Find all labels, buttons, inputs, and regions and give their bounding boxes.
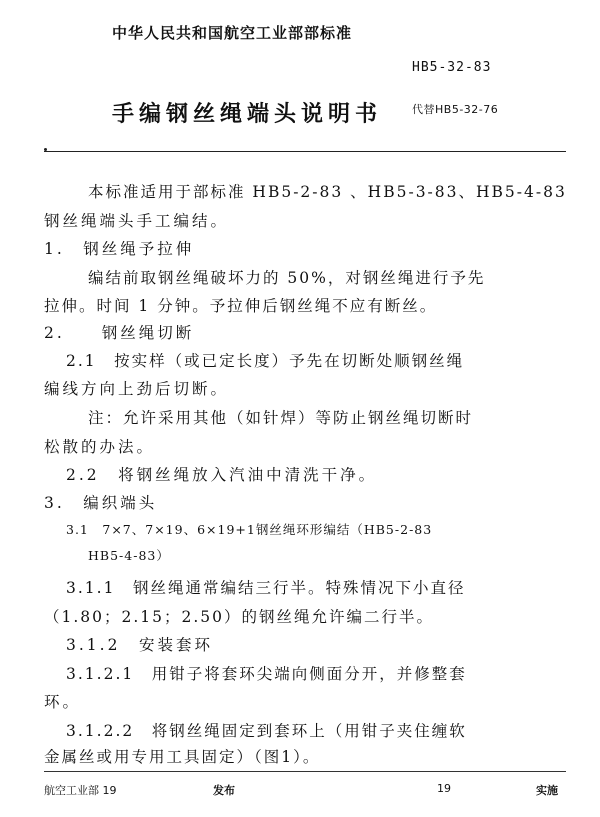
body-line: 钢丝绳端头手工编结。 <box>44 212 230 230</box>
section-heading: 3.1.2 安装套环 <box>66 636 213 654</box>
section-heading: 3. 编织端头 <box>44 494 158 512</box>
body-line: 金属丝或用专用工具固定）（图1）。 <box>44 748 321 766</box>
footer-page-number: 19 <box>437 782 451 795</box>
replaces-standard: 代替HB5-32-76 <box>412 103 499 116</box>
body-line: 3.1.1 钢丝绳通常编结三行半。特殊情况下小直径 <box>66 579 466 597</box>
body-line: 3.1.2.1 用钳子将套环尖端向侧面分开，并修整套 <box>66 665 467 683</box>
body-line: 2.2 将钢丝绳放入汽油中清洗干净。 <box>66 466 378 484</box>
section-heading: 1. 钢丝绳予拉伸 <box>44 240 195 258</box>
body-line: 2.1 按实样（或已定长度）予先在切断处顺钢丝绳 <box>66 352 465 370</box>
note-line: 注：允许采用其他（如针焊）等防止钢丝绳切断时 <box>88 409 474 427</box>
footer-effective: 实施 <box>536 784 558 797</box>
body-line: 编结前取钢丝绳破坏力的 50%，对钢丝绳进行予先 <box>88 269 486 287</box>
footer-department: 航空工业部 19 <box>44 784 117 797</box>
body-line: （1.80；2.15；2.50）的钢丝绳允许编二行半。 <box>44 608 435 626</box>
body-line: 本标准适用于部标准 HB5-2-83 、HB5-3-83、HB5-4-83 <box>88 183 567 201</box>
body-line: 3.1 7×7、7×19、6×19+1钢丝绳环形编结（HB5-2-83 <box>66 522 433 537</box>
body-line: 编线方向上劲后切断。 <box>44 380 230 398</box>
document-title: 手编钢丝绳端头说明书 <box>112 101 383 127</box>
body-line: 拉伸。时间 1 分钟。予拉伸后钢丝绳不应有断丝。 <box>44 297 438 315</box>
body-line: HB5-4-83） <box>88 548 170 563</box>
section-heading: 2. 钢丝绳切断 <box>44 324 195 342</box>
note-line: 松散的办法。 <box>44 438 156 456</box>
footer-issued: 发布 <box>213 784 235 797</box>
standard-code: HB5-32-83 <box>412 60 492 75</box>
body-line: 3.1.2.2 将钢丝绳固定到套环上（用钳子夹住缠软 <box>66 722 467 740</box>
footer-divider <box>44 771 566 772</box>
issuing-organization: 中华人民共和国航空工业部部标准 <box>112 24 353 42</box>
header-divider <box>44 151 566 152</box>
body-line: 环。 <box>44 693 82 711</box>
